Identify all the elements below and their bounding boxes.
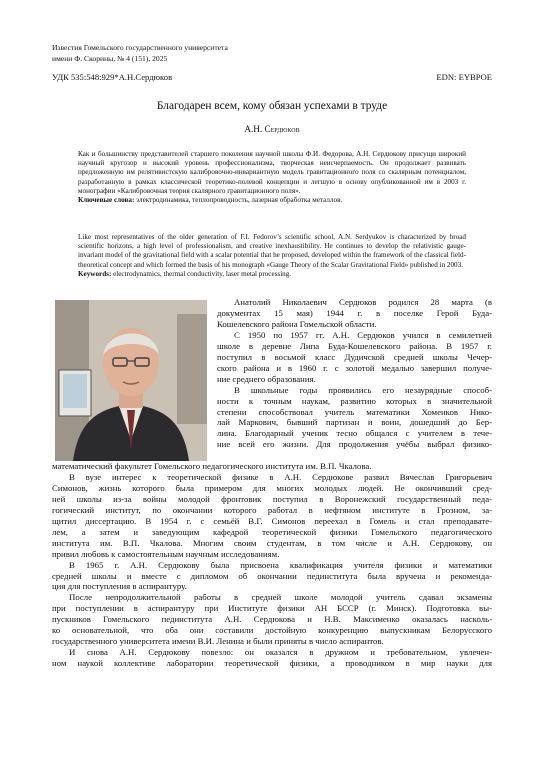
journal-name: Известия Гомельского государственного университета xyxy=(52,43,228,52)
abstract-en-text: Like most representatives of the older generation of F.I. Fedorov’s scientific school, A.N. Serdyukov is characterized by broad scientific horizons, a high level of professionalism, and creative inexhaustibility. He continues to develop the relativistic gauge-invariant model of the gravitational field with a scalar potential that he proposed, developed within the framework of the classical field-theoretical concept and which formed the basis of his monograph «Gauge Theory of the Scalar Gravitational Field» published in 2003. xyxy=(78,233,466,269)
body-line: документах 15 мая) 1944 г. в поселке Герой Буда- xyxy=(217,307,492,318)
body-line: пускников Гомельского пединститута А.Н. Сердюкова и Н.В. Максименко оказалась насколь- xyxy=(52,614,492,625)
abstract-english xyxy=(78,233,466,279)
body-line: ко основательной, что оба они составили достойную конкуренцию выпускникам Белорусского xyxy=(52,625,492,636)
keywords-en xyxy=(78,270,466,279)
edn-code: EDN: EYBPOE xyxy=(436,72,492,82)
body-line: средней школы и вместе с дипломом об окончании пединститута была вручена и рекоменда- xyxy=(52,570,492,581)
body-line: лем, а затем и заведующим кафедрой теоретической физики Гомельского педагогического xyxy=(52,526,492,537)
author-photo xyxy=(55,300,207,461)
article-title: Благодарен всем, кому обязан успехами в труде xyxy=(156,100,388,112)
keywords-ru-text: электродинамика, теплопроводность, лазерная обработка металлов. xyxy=(134,196,343,205)
body-line: В вузе интерес к теоретической физике в А.Н. Сердюкове развил Вячеслав Григорьевич xyxy=(69,471,492,482)
article-author xyxy=(52,124,492,134)
udk-code: УДК 535:548:929*А.Н.Сердюков xyxy=(52,72,173,82)
body-line: ном наукой коллективе лаборатории теоретической физики, а проводником в мир науки для xyxy=(52,658,492,669)
body-line: ние всей его жизни. Для продолжения учёбы выбрал физико- xyxy=(217,439,492,450)
body-full-column xyxy=(52,461,492,669)
body-line: И снова А.Н. Сердюкову повезло: он оказался в дружном и требовательном, увлечен- xyxy=(69,647,492,658)
journal-issue: имени Ф. Скорины, № 4 (151), 2025 xyxy=(52,54,168,63)
body-line: математический факультет Гомельского педагогического института им. В.П. Чкалова. xyxy=(52,461,372,471)
keywords-en-text: electrodynamics, thermal conductivity, laser metal processing. xyxy=(111,269,292,278)
body-line: В 1965 г. А.Н. Сердюкову была присвоена квалификация учителя физики и математики xyxy=(69,559,492,570)
body-line: государственного университета имени В.И. Ленина и были приняты в число аспирантов. xyxy=(52,636,384,647)
body-line: Анатолий Николаевич Сердюков родился 28 марта (в xyxy=(234,297,492,307)
abstract-ru-text: Как и большинству представителей старшего поколения научной школы Ф.И. Федорова, А.Н. Сердюкову присущи широкий научный кругозор и высокий уровень профессионализма, творческая неисчерпаемость. Он продолжает развивать предложенную им релятивистскую калибровочно-инвариантную модель гравитационного поля со скалярным потенциалом, разработанную в рамках классической теоретико-полевой концепции и легшую в основу опубликованной им в 2003 г. монографии «Калибровочная теория скалярного гравитационного поля». xyxy=(78,150,466,195)
body-line: лай Маркович, бывший партизан и воин, дошедший до Бер- xyxy=(217,417,492,428)
body-line: ней школы из-за войны молодой фронтовик поступил в Воронежский государственный педа- xyxy=(52,493,492,504)
body-line: ние среднего образования. xyxy=(217,373,316,384)
body-line: привил любовь к самостоятельным научным исследованиям. xyxy=(52,548,280,559)
author-initials: А.Н. xyxy=(244,124,263,134)
journal-header xyxy=(52,42,228,64)
body-line: лина. Благодарный ученик тесно общался с учителем в тече- xyxy=(217,428,492,439)
portrait-illustration xyxy=(55,300,207,461)
body-line: ского района и в 1960 г. с золотой медалью завершил получе- xyxy=(217,362,492,373)
keywords-en-label: Keywords: xyxy=(78,269,112,278)
body-line: института им. В.П. Чкалова. Многим своим студентам, в том числе и А.Н. Сердюкову, он xyxy=(52,537,492,548)
author-surname: Сердюков xyxy=(264,124,300,134)
body-line: Кошелевского района Гомельской области. xyxy=(217,318,377,329)
body-line: С 1950 по 1957 гг. А.Н. Сердюков учился в семилетней xyxy=(234,329,492,340)
body-line: ция для поступления в аспирантуру. xyxy=(52,581,187,592)
body-wrapped-column xyxy=(217,297,492,450)
body-line: После непродолжительной работы в средней школе молодой учитель сдавал экзамены xyxy=(69,592,492,603)
body-line: ности к точным наукам, развитию которых в значительной xyxy=(217,395,492,406)
body-line: при поступлении в аспирантуру при Институте физики АН БССР (г. Минск). Подготовка вы- xyxy=(52,603,492,614)
body-line: В школьные годы проявились его незаурядные способ- xyxy=(234,384,492,395)
body-line: школе в деревне Липа Буда-Кошелевского района. В 1957 г. xyxy=(217,340,492,351)
body-line: степени способствовал учитель математики Хоменков Нико- xyxy=(217,406,492,417)
body-line: щитил диссертацию. В 1954 г. с семьёй В.Г. Симонов переехал в Гомель и стал преподавате- xyxy=(52,515,492,526)
keywords-ru xyxy=(78,196,466,205)
abstract-russian xyxy=(78,150,466,205)
body-line: гогический институт, по окончании которого работал в нефтяном институте в Грозном, за- xyxy=(52,504,492,515)
body-line: Симонов, жизнь которого была примером для многих молодых людей. Не окончивший сред- xyxy=(52,482,492,493)
keywords-ru-label: Ключевые слова: xyxy=(78,196,135,205)
body-line: поступил в восьмой класс Дудичской средней школы Чечер- xyxy=(217,351,492,362)
